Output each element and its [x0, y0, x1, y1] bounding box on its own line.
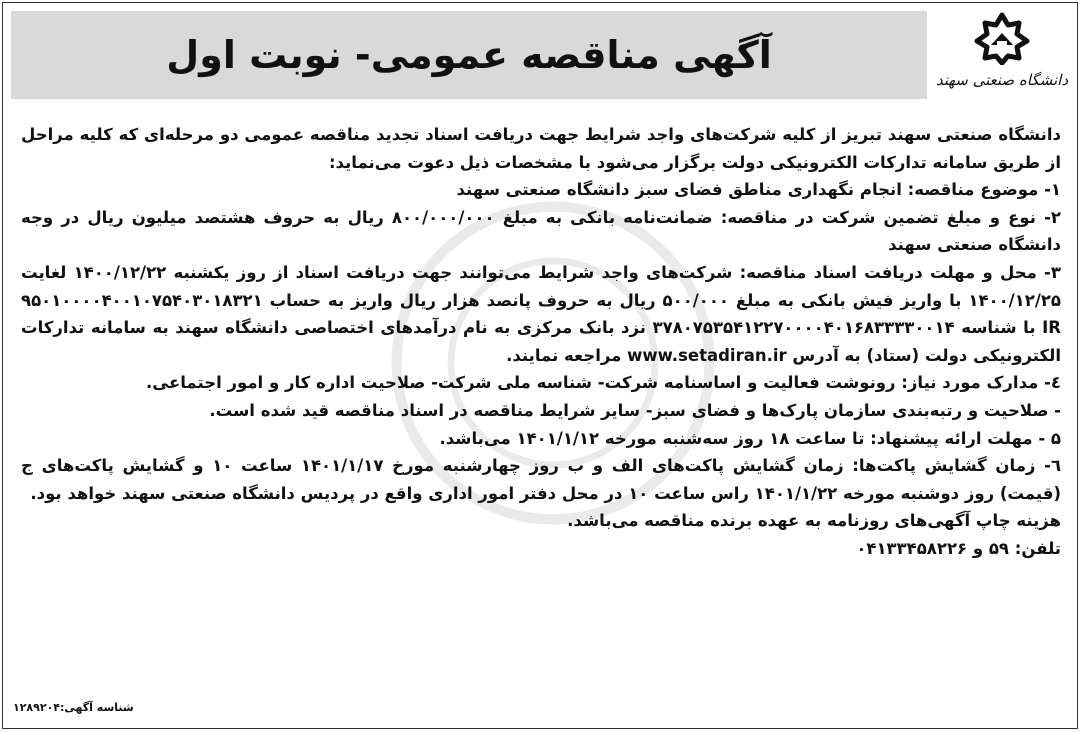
item-required-documents: [21, 369, 1061, 397]
item-3-text: شرکت‌های واجد شرایط می‌توانند جهت دریافت اسناد از روز یکشنبه ۱۴۰۰/۱۲/۲۲ لغایت ۱۴۰۰/۱۲/۲۵ با واریز فیش بانکی به مبلغ ۵۰۰/۰۰۰ ریال به حروف پانصد هزار ریال واریز به حساب ۹۵۰۱۰۰۰۰۴۰۰۱۰۷۵۴۰۳۰۱۸۳۲۱ IR با شناسه ۳۷۸۰۷۵۳۵۴۱۲۲۷۰۰۰۰۴۰۱۶۸۳۳۳۳۰۰۱۴ نزد بانک مرکزی به نام درآمدهای اختصاصی دانشگاه سهند به سامانه تدارکات الکترونیکی دولت (ستاد) به آدرس: [21, 262, 1061, 365]
logo-caption: دانشگاه صنعتی سهند: [935, 71, 1069, 89]
ad-id: شناسه آگهی:۱۲۸۹۲۰۴: [13, 701, 134, 714]
item-4-label: ٤- مدارک مورد نیاز:: [901, 373, 1061, 393]
notice-body: [21, 121, 1061, 563]
cost-note: هزینه چاپ آگهی‌های روزنامه به عهده برنده مناقصه می‌باشد.: [567, 511, 1061, 531]
item-2-text: ضمانت‌نامه بانکی به مبلغ ۸۰۰/۰۰۰/۰۰۰ ریال به حروف هشتصد میلیون ریال در وجه دانشگاه صنعتی سهند: [21, 207, 1061, 255]
phone-number: تلفن: ۵۹ و ۰۴۱۳۳۴۵۸۲۲۶: [856, 538, 1061, 558]
item-1-label: ۱- موضوع مناقصه:: [907, 180, 1061, 200]
tender-notice: [2, 2, 1078, 729]
item-documents-location: [21, 259, 1061, 369]
item-3-text-end: مراجعه نمایند.: [506, 345, 622, 365]
item-4-sub: - صلاحیت و رتبه‌بندی سازمان پارک‌ها و فضای سبز- سایر شرایط مناقصه در اسناد مناقصه قید شده است.: [209, 400, 1061, 420]
intro-paragraph: دانشگاه صنعتی سهند تبریز از کلیه شرکت‌های واجد شرایط جهت دریافت اسناد تجدید مناقصه عمومی دو مرحله‌ای که کلیه مراحل از طریق سامانه تدارکات الکترونیکی دولت برگزار می‌شود با مشخصات ذیل دعوت می‌نماید:: [21, 125, 1061, 172]
item-3-label: ۳- محل و مهلت دریافت اسناد مناقصه:: [739, 262, 1061, 282]
item-opening: [21, 452, 1061, 507]
university-logo: [937, 11, 1067, 111]
item-5-text: تا ساعت ۱۸ روز سه‌شنبه مورخه ۱۴۰۱/۱/۱۲ می‌باشد.: [439, 428, 865, 448]
item-2-label: ۲- نوع و مبلغ تضمین شرکت در مناقصه:: [720, 207, 1061, 227]
setad-link[interactable]: www.setadiran.ir: [627, 345, 787, 365]
item-6-label: ٦- زمان گشایش پاکت‌ها:: [852, 456, 1062, 476]
notice-title: آگهی مناقصه عمومی- نوبت اول: [166, 33, 772, 77]
item-4-text: رونوشت فعالیت و اساسنامه شرکت- شناسه ملی شرکت- صلاحیت اداره کار و امور اجتماعی.: [145, 373, 896, 393]
item-6-text: زمان گشایش پاکت‌های الف و ب روز چهارشنبه مورخ ۱۴۰۱/۱/۱۷ ساعت ۱۰ و گشایش پاکت‌های ج (قیمت) روز دوشنبه مورخه ۱۴۰۱/۱/۲۲ راس ساعت ۱۰ در محل دفتر امور اداری واقع در پردیس دانشگاه صنعتی سهند خواهد بود.: [21, 456, 1061, 503]
item-deadline: [21, 425, 1061, 453]
item-5-label: ۵ - مهلت ارائه پیشنهاد:: [870, 428, 1061, 448]
university-emblem-icon: [967, 11, 1037, 65]
item-subject: [21, 176, 1061, 204]
item-1-text: انجام نگهداری مناطق فضای سبز دانشگاه صنعتی سهند: [456, 180, 902, 200]
title-banner: [11, 11, 927, 99]
item-guarantee: [21, 204, 1061, 259]
